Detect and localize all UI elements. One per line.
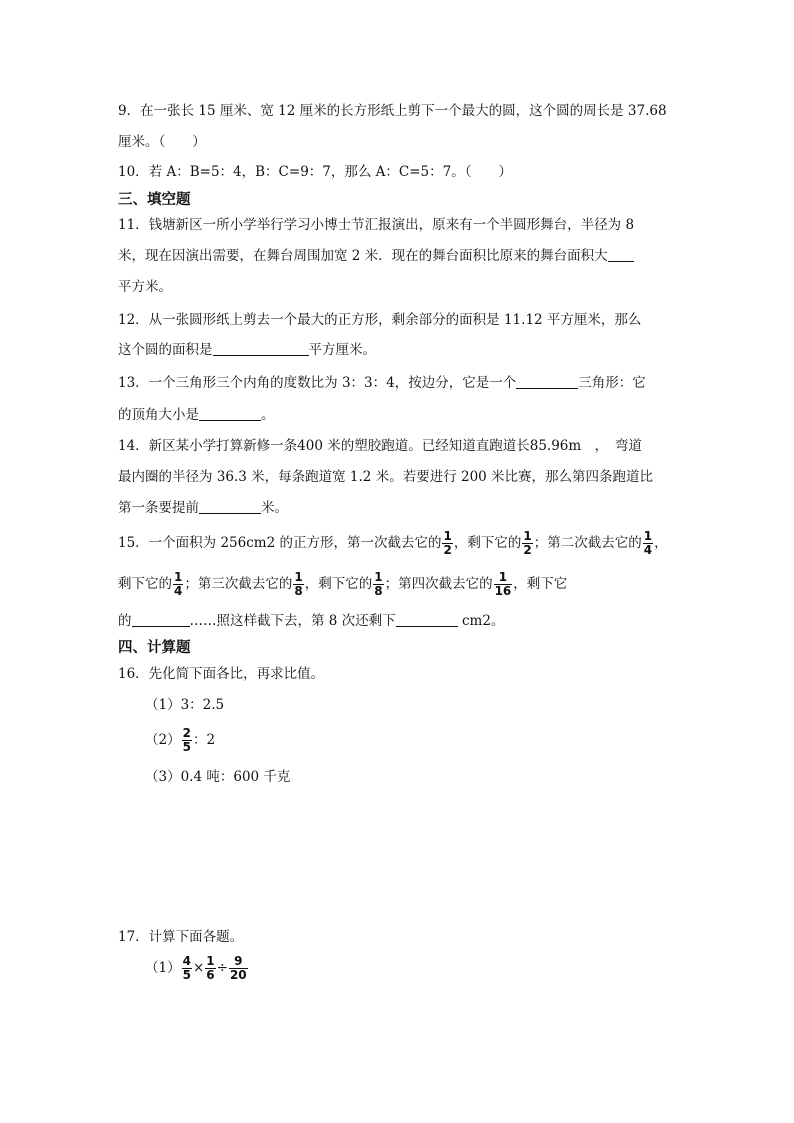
answer-blank[interactable] [213, 341, 309, 356]
answer-blank[interactable] [199, 499, 261, 514]
answer-blank[interactable] [396, 612, 458, 627]
fraction-eighth: $\frac{1}{8}$ [374, 570, 383, 598]
q11-line2-text: 米，现在因演出需要，在舞台周围加宽 2 米．现在的舞台面积比原来的舞台面积大 [118, 248, 608, 264]
q15-text: ，剩下它的 [453, 535, 522, 551]
q15-text: ，剩下它的 [304, 576, 373, 592]
answer-blank[interactable] [516, 374, 578, 389]
q16-item1: （1）3：2.5 [145, 697, 225, 713]
q15-text: 剩下它的 [118, 576, 172, 592]
q15-line2 [118, 569, 567, 599]
q13-line1-prefix: 13．一个三角形三个内角的度数比为 3：3：4，按边分，它是一个 [118, 375, 517, 391]
q15-text: ……照这样截下去，第 8 次还剩下 [189, 613, 396, 629]
q14-line3 [118, 498, 288, 518]
q12-line2-prefix: 这个圆的面积是 [118, 342, 213, 358]
fraction-half: $\frac{1}{2}$ [523, 529, 532, 557]
q17-text: 17．计算下面各题。 [118, 929, 244, 945]
answer-blank[interactable] [199, 406, 261, 421]
section-title-fill-in: 三、填空题 [118, 192, 191, 208]
fraction-four-fifths: $\frac{4}{5}$ [182, 954, 191, 982]
q13-line2 [118, 405, 275, 425]
fraction-sixteenth: $\frac{1}{16}$ [494, 570, 512, 598]
q15-line3 [118, 611, 504, 631]
fraction-quarter: $\frac{1}{4}$ [643, 529, 653, 557]
fraction-eighth: $\frac{1}{8}$ [294, 570, 303, 598]
q13-line2-prefix: 的顶角大小是 [118, 407, 199, 423]
q15-line1: 15．一个面积为 256cm2 的正方形，第一次截去它的 $\frac{1}{2}$ ，剩下它的 $\frac{1}{2}$ ；第二次截去它的 $\frac{1}{4}$ ， [118, 529, 668, 557]
q16-item2-label: （2） [145, 732, 181, 748]
q14-line1: 14．新区某小学打算新修一条400 米的塑胶跑道。已经知道直跑道长85.96m ， 弯道 [118, 438, 642, 454]
q16-item3: （3）0.4 吨：600 千克 [145, 769, 291, 785]
fraction-nine-twentieths: $\frac{9}{20}$ [229, 954, 247, 982]
q11-line3: 平方米。 [118, 279, 172, 295]
fraction-one-sixth: $\frac{1}{6}$ [206, 954, 215, 982]
answer-blank[interactable] [608, 247, 634, 262]
q11-line2 [118, 246, 634, 266]
section-title-calculation: 四、计算题 [118, 640, 191, 656]
q15-text: ；第四次截去它的 [384, 576, 493, 592]
fraction-half: $\frac{1}{2}$ [443, 529, 452, 557]
divide-sign: ÷ [216, 960, 228, 976]
fraction-quarter: $\frac{1}{4}$ [174, 570, 183, 598]
q16-item2-rest: ：2 [192, 732, 216, 748]
multiply-sign: × [192, 960, 205, 976]
q15-text: ；第二次截去它的 [533, 535, 642, 551]
q10-text: 10．若 A：B=5：4，B：C=9：7，那么 A：C=5：7。（ ） [118, 164, 512, 180]
fraction-two-fifths: $\frac{2}{5}$ [182, 726, 191, 754]
q15-text: ，剩下它 [513, 576, 568, 592]
q12-line2-suffix: 平方厘米。 [308, 342, 376, 358]
q15-text: 的 [118, 613, 132, 629]
q16-text: 16．先化简下面各比，再求比值。 [118, 666, 325, 682]
q13-line1-suffix: 三角形：它 [578, 375, 646, 391]
q15-text: cm2。 [457, 613, 505, 629]
q13-line2-suffix: 。 [261, 407, 275, 423]
q11-line1: 11．钱塘新区一所小学举行学习小博士节汇报演出，原来有一个半圆形舞台，半径为 8 [118, 217, 635, 233]
q15-text: 15．一个面积为 256cm2 的正方形，第一次截去它的 [118, 535, 442, 551]
q14-line3-prefix: 第一条要提前 [118, 500, 199, 516]
q16-item2 [145, 722, 215, 758]
q9-line2: 厘米。（ ） [118, 134, 206, 150]
q17-item1-label: （1） [145, 960, 181, 976]
q9-line1: 9．在一张长 15 厘米、宽 12 厘米的长方形纸上剪下一个最大的圆，这个圆的周长是 37.68 [118, 103, 667, 119]
q17-item1 [145, 950, 249, 986]
answer-blank[interactable] [132, 612, 190, 627]
q14-line3-suffix: 米。 [261, 500, 288, 516]
q12-line1: 12．从一张圆形纸上剪去一个最大的正方形，剩余部分的面积是 11.12 平方厘米，那么 [118, 312, 642, 328]
q15-text: ；第三次截去它的 [184, 576, 293, 592]
q13-line1 [118, 373, 646, 393]
q12-line2 [118, 340, 376, 360]
q14-line2: 最内圈的半径为 36.3 米，每条跑道宽 1.2 米。若要进行 200 米比赛，那么第四条跑道比 [118, 469, 654, 485]
